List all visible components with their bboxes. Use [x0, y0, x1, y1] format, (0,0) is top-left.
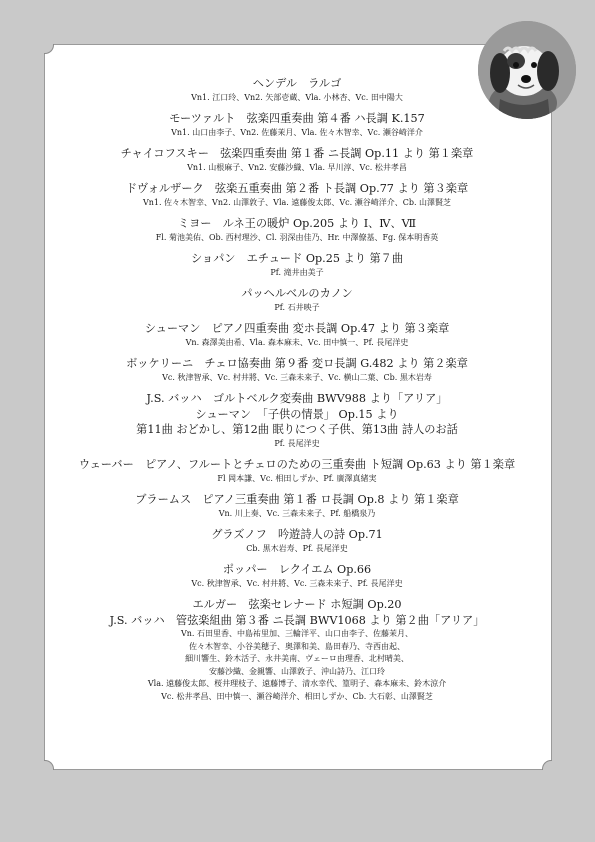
piece-title: チャイコフスキー 弦楽四重奏曲 第１番 ニ長調 Op.11 より 第１楽章 [120, 147, 474, 160]
performers-line: 細川響生、鈴木活子、永井美南、ヴェーロ由理香、北村晴美、 [185, 654, 409, 663]
performers-line: Vn. 川上奏、Vc. 三森未来子、Pf. 船橋泉乃 [218, 508, 376, 518]
performers-line: Vla. 遠藤俊太郎、桜井理枝子、遠藤博子、清水幸代、篁明子、森本麻未、鈴木涼介 [147, 679, 447, 688]
program-piece [44, 146, 550, 174]
program-piece [44, 527, 550, 555]
program-list [44, 76, 550, 710]
piece-title: パッヘルベルのカノン [241, 287, 353, 300]
performers-line: Vn. 森澤美由希、Vla. 森本麻未、Vc. 田中慎一、Pf. 長尾洋史 [185, 337, 409, 347]
performers-line: Vn1. 江口玲、Vn2. 矢部壱蔵、Vla. 小林杏、Vc. 田中陽大 [191, 92, 403, 102]
piece-title: J.S. バッハ ゴルトベルク変奏曲 BWV988 より「アリア」 [146, 392, 448, 405]
program-piece [44, 286, 550, 314]
piece-title: ブラームス ピアノ三重奏曲 第１番 ロ長調 Op.8 より 第１楽章 [135, 493, 459, 506]
performers-line: Vn1. 山根麻子、Vn2. 安藤沙織、Vla. 早川淳、Vc. 松井孝昌 [187, 162, 407, 172]
program-piece [44, 321, 550, 349]
piece-title: モーツァルト 弦楽四重奏曲 第４番 ハ長調 K.157 [169, 112, 425, 125]
piece-title: ヘンデル ラルゴ [252, 77, 342, 90]
performers-line: Vn. 石田里香、中島祐里加、三輪洋平、山口由李子、佐藤茉月、 [180, 629, 413, 638]
program-piece [44, 457, 550, 485]
piece-title: 第11曲 おどかし、第12曲 眠りにつく子供、第13曲 詩人のお話 [136, 423, 458, 436]
piece-title: ドヴォルザーク 弦楽五重奏曲 第２番 ト長調 Op.77 より 第３楽章 [125, 182, 469, 195]
corner-ornament [44, 760, 54, 770]
performers-line: Cb. 黒木岩寿、Pf. 長尾洋史 [246, 543, 348, 553]
performers-line: Vn1. 山口由李子、Vn2. 佐藤茉月、Vla. 佐々木智幸、Vc. 瀬谷崎洋介 [171, 127, 423, 137]
program-piece [44, 251, 550, 279]
program-piece [44, 492, 550, 520]
piece-title: J.S. バッハ 管弦楽組曲 第３番 ニ長調 BWV1068 より 第２曲「アリア」 [109, 613, 485, 627]
performers-line: 佐々木智幸、小谷美穂子、奥澤和美、島田春乃、寺西由起、 [189, 641, 405, 651]
performers-line: Pf. 石井映子 [274, 302, 320, 312]
performers-line: Vn1. 佐々木智幸、Vn2. 山澤敦子、Vla. 遠藤俊太郎、Vc. 瀬谷崎洋介、Cb. 山澤賢芝 [142, 197, 452, 207]
piece-title: ミヨー ルネ王の暖炉 Op.205 より Ⅰ、Ⅳ、Ⅶ [177, 217, 417, 230]
program-piece [44, 111, 550, 139]
piece-title: ボッケリーニ チェロ協奏曲 第９番 変ロ長調 G.482 より 第２楽章 [126, 357, 468, 370]
performers-line: Vc. 松井孝昌、田中慎一、瀬谷崎洋介、相田しずか、Cb. 大石彰、山澤賢芝 [161, 691, 433, 701]
performers-line: Pf. 滝井由美子 [270, 267, 324, 277]
piece-title: エルガー 弦楽セレナード ホ短調 Op.20 [192, 598, 402, 611]
program-piece [44, 76, 550, 104]
piece-title: シューマン ピアノ四重奏曲 変ホ長調 Op.47 より 第３楽章 [144, 322, 450, 335]
piece-title: ショパン エチュード Op.25 より 第７曲 [190, 252, 404, 265]
piece-title: グラズノフ 吟遊詩人の詩 Op.71 [211, 528, 383, 541]
performers-line: Vc. 秋津智承、Vc. 村井將、Vc. 三森未来子、Vc. 横山二葉、Cb. 黒木岩寿 [162, 372, 432, 382]
performers-line: Pf. 長尾洋史 [274, 438, 320, 448]
corner-ornament [542, 760, 552, 770]
program-piece [44, 597, 550, 703]
program-piece [44, 391, 550, 450]
piece-title: ウェーバー ピアノ、フルートとチェロのための三重奏曲 ト短調 Op.63 より 第１楽章 [78, 458, 516, 471]
performers-line: Fl. 菊池美佑、Ob. 西村理沙、Cl. 羽深由佳乃、Hr. 中澤僚基、Fg. 保本明香英 [155, 232, 439, 242]
corner-ornament [44, 44, 54, 54]
piece-title: ポッパー レクイエム Op.66 [222, 563, 372, 576]
program-piece [44, 181, 550, 209]
performers-line: Fl 岡本謙、Vc. 相田しずか、Pf. 廣澤真緒実 [217, 473, 377, 483]
program-piece [44, 356, 550, 384]
performers-line: 安藤沙織、金親響、山澤敦子、沖山詩乃、江口玲 [209, 666, 385, 676]
performers-line: Vc. 秋津智承、Vc. 村井將、Vc. 三森未来子、Pf. 長尾洋史 [191, 578, 403, 588]
piece-title: シューマン 「子供の情景」 Op.15 より [195, 407, 399, 421]
program-piece [44, 216, 550, 244]
program-piece [44, 562, 550, 590]
